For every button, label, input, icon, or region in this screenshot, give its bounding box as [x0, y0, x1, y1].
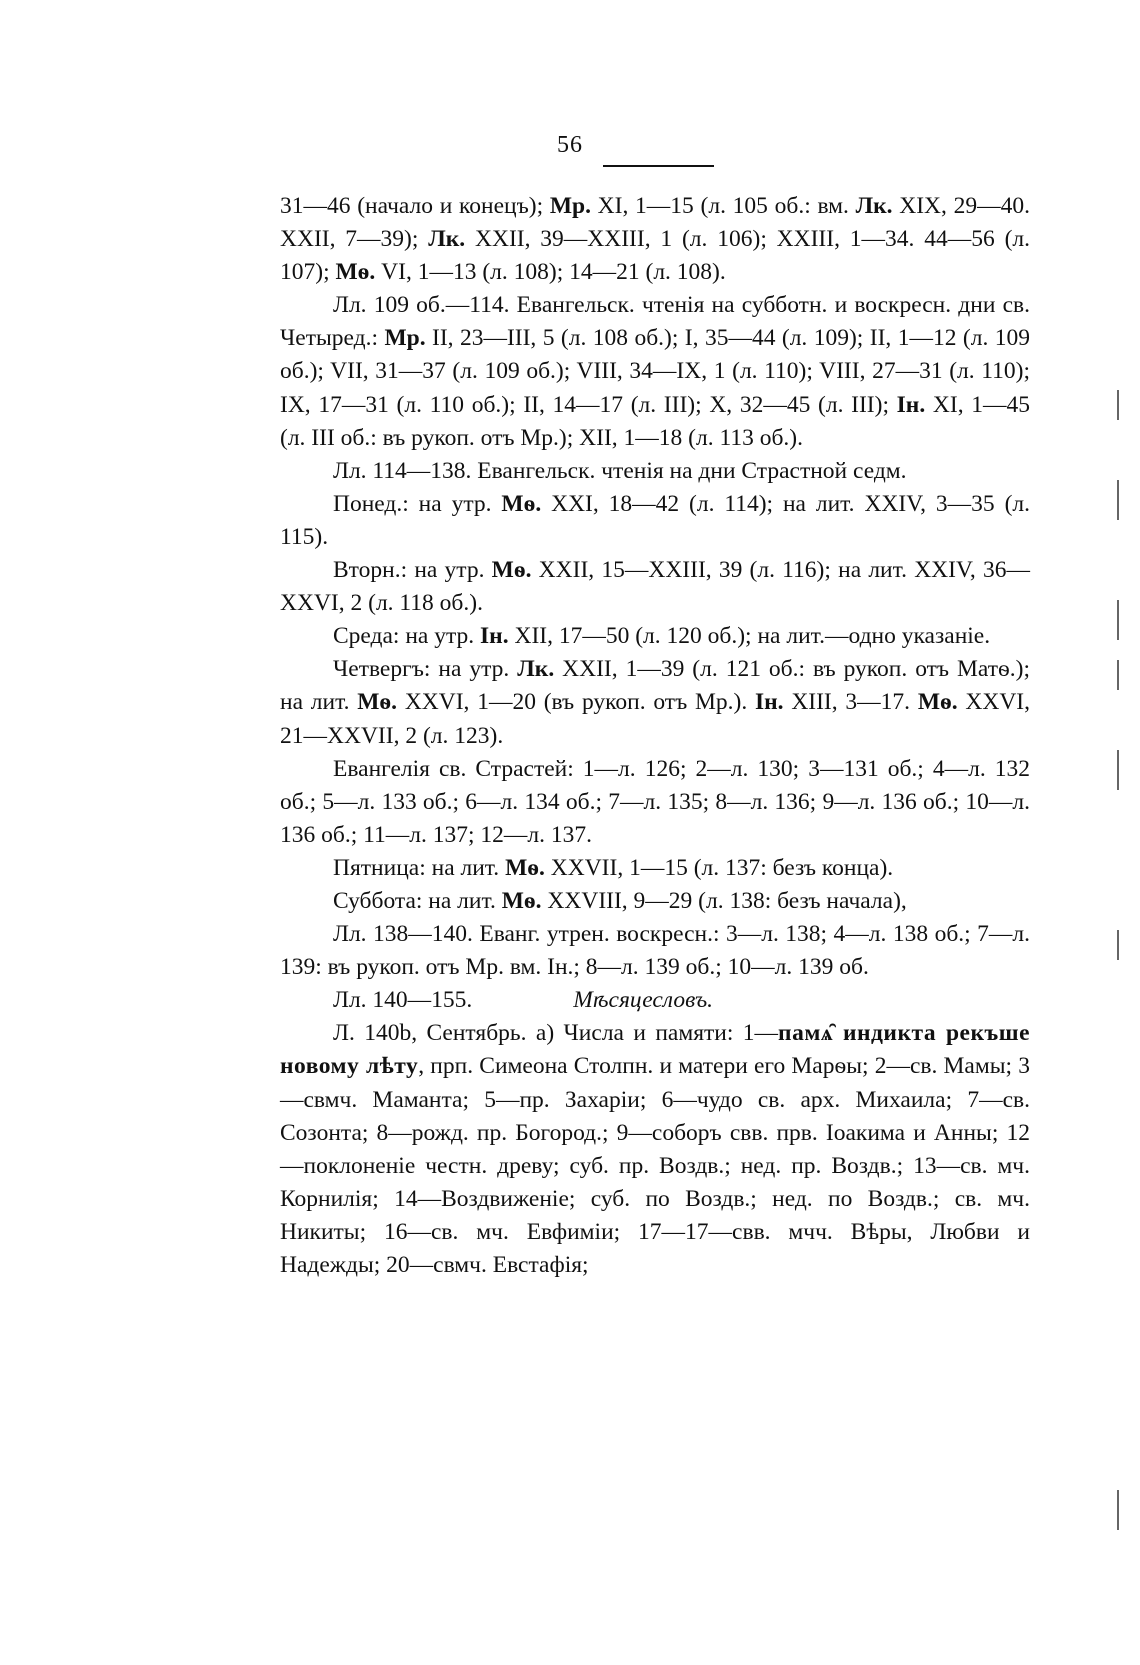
gospel-abbrev: Ін. — [896, 391, 926, 418]
paragraph — [280, 1017, 1030, 1282]
paragraph — [280, 653, 1030, 752]
text-segment: II, 23—III, 5 (л. 108 об.); I, 35—44 (л. 109); II, 1—12 (л. 109 об.); VII, 31—37 (л. 109 об.); VIII, 34—IX, 1 (л. 110); VIII, 27—31 (л. 110); IX, 17—31 (л. 110 об.); II, 14—17 (л. III); X, 32—45 (л. III); — [280, 325, 1031, 418]
gospel-abbrev: Мр. — [549, 193, 591, 219]
text-segment: XXVIII, 9—29 (л. 138: безъ начала), — [541, 887, 907, 914]
text-segment: Лл. 114—138. Евангельск. чтенія на дни Страстной седм. — [333, 457, 907, 484]
text-segment: XXII, 15—XXIII, 39 (л. 116); на лит. XXIV, 36—XXVI, 2 (л. 118 об.). — [280, 557, 1030, 617]
text-segment: Евангелія св. Страстей: 1—л. 126; 2—л. 130; 3—131 об.; 4—л. 132 об.; 5—л. 133 об.; 6—л. 134 об.; 7—л. 135; 8—л. 136; 9—л. 136 об.; 10—л. 136 об.; 11—л. 137; 12—л. 137. — [280, 755, 1030, 848]
paragraph — [280, 984, 1030, 1017]
gospel-abbrev: Мѳ. — [501, 887, 542, 914]
text-segment: Четвергъ: на утр. — [333, 656, 518, 683]
gospel-abbrev: Лк. — [855, 193, 893, 219]
text-segment: Среда: на утр. — [333, 623, 481, 650]
text-segment: XI, 1—45 (л. III об.: въ рукоп. отъ Мр.); XII, 1—18 (л. 113 об.). — [280, 391, 1031, 451]
paragraph — [280, 289, 1030, 454]
section-heading: Мѣсяцесловъ. — [573, 987, 714, 1014]
text-segment: XXII, 39—XXIII, 1 (л. 106); XXIII, 1—34. 44—56 (л. 107); — [280, 226, 1030, 286]
text-segment: Л. 140b, Сентябрь. а) Числа и памяти: 1— — [333, 1020, 779, 1047]
text-segment: VI, 1—13 (л. 108); 14—21 (л. 108). — [375, 259, 726, 286]
paragraph — [280, 554, 1030, 620]
gospel-abbrev: Мр. — [384, 325, 426, 352]
gospel-abbrev: Лк. — [428, 226, 466, 253]
text-segment: 31—46 (начало и конецъ); — [280, 193, 550, 219]
paragraph — [280, 488, 1030, 554]
gospel-abbrev: Ін. — [480, 623, 509, 650]
page-number-rule — [603, 165, 714, 167]
paragraph — [280, 620, 1030, 653]
paragraph — [280, 852, 1030, 885]
text-segment: Пятница: на лит. — [333, 854, 506, 881]
text-segment: , прп. Симеона Столпн. и матери его Марѳы; 2—св. Мамы; 3—свмч. Маманта; 5—пр. Захаріи; 6—чудо св. арх. Михаила; 7—св. Созонта; 8—рожд. пр. Богород.; 9—соборъ свв. прв. Іоакима и Анны; 12—поклоненіе честн. древу; суб. пр. Воздв.; нед. пр. Воздв.; 13—св. мч. Корнилія; 14—Воздвиженіе; суб. по Воздв.; нед. по Воздв.; св. мч. Никиты; 16—св. мч. Евфиміи; 17—17—свв. мчч. Вѣры, Любви и Надежды; 20—свмч. Евстафія; — [280, 1053, 1030, 1278]
text-segment: XIX, 29—40. XXII, 7—39); — [280, 193, 1030, 253]
gospel-abbrev: Мѳ. — [357, 689, 398, 716]
paragraph — [280, 455, 1030, 488]
gospel-abbrev: Мѳ. — [917, 689, 958, 716]
paragraph — [280, 190, 1030, 289]
paragraph — [280, 885, 1030, 918]
gospel-abbrev: Мѳ. — [335, 259, 376, 286]
paragraph — [280, 753, 1030, 852]
gospel-abbrev: Ін. — [754, 689, 784, 716]
text-segment: XXII, 1—39 (л. 121 об.: въ рукоп. отъ Матѳ.); на лит. — [280, 656, 1030, 716]
text-segment: Лл. 109 об.—114. Евангельск. чтенія на субботн. и воскресн. дни св. Четыред.: — [280, 292, 1030, 352]
text-segment: Вторн.: на утр. — [333, 557, 492, 584]
gospel-abbrev: Лк. — [517, 656, 555, 683]
text-segment: XI, 1—15 (л. 105 об.: вм. — [590, 193, 856, 219]
church-slavonic-text: памѧ̑ индикта рекъше новому лѣту — [280, 1020, 1030, 1080]
document-body — [280, 190, 1030, 1282]
text-segment: XXI, 18—42 (л. 114); на лит. XXIV, 3—35 (л. 115). — [280, 490, 1030, 550]
text-segment: XXVI, 21—XXVII, 2 (л. 123). — [280, 689, 1031, 749]
text-segment: XXVII, 1—15 (л. 137: безъ конца). — [544, 854, 894, 881]
page-number: 56 — [557, 132, 583, 158]
gospel-abbrev: Мѳ. — [491, 557, 532, 584]
gospel-abbrev: Мѳ. — [501, 490, 542, 517]
text-segment: Лл. 138—140. Еванг. утрен. воскресн.: 3—л. 138; 4—л. 138 об.; 7—л. 139: въ рукоп. отъ Мр. вм. Ін.; 8—л. 139 об.; 10—л. 139 об. — [280, 921, 1030, 981]
text-segment: Суббота: на лит. — [333, 887, 502, 914]
text-segment: Понед.: на утр. — [333, 490, 502, 517]
text-segment: XII, 17—50 (л. 120 об.); на лит.—одно указаніе. — [508, 623, 991, 650]
text-segment: XXVI, 1—20 (въ рукоп. отъ Мр.). — [397, 689, 755, 716]
text-segment: XIII, 3—17. — [783, 689, 918, 716]
gospel-abbrev: Мѳ. — [505, 854, 545, 881]
paragraph — [280, 918, 1030, 984]
text-segment: Лл. 140—155. — [333, 987, 473, 1014]
